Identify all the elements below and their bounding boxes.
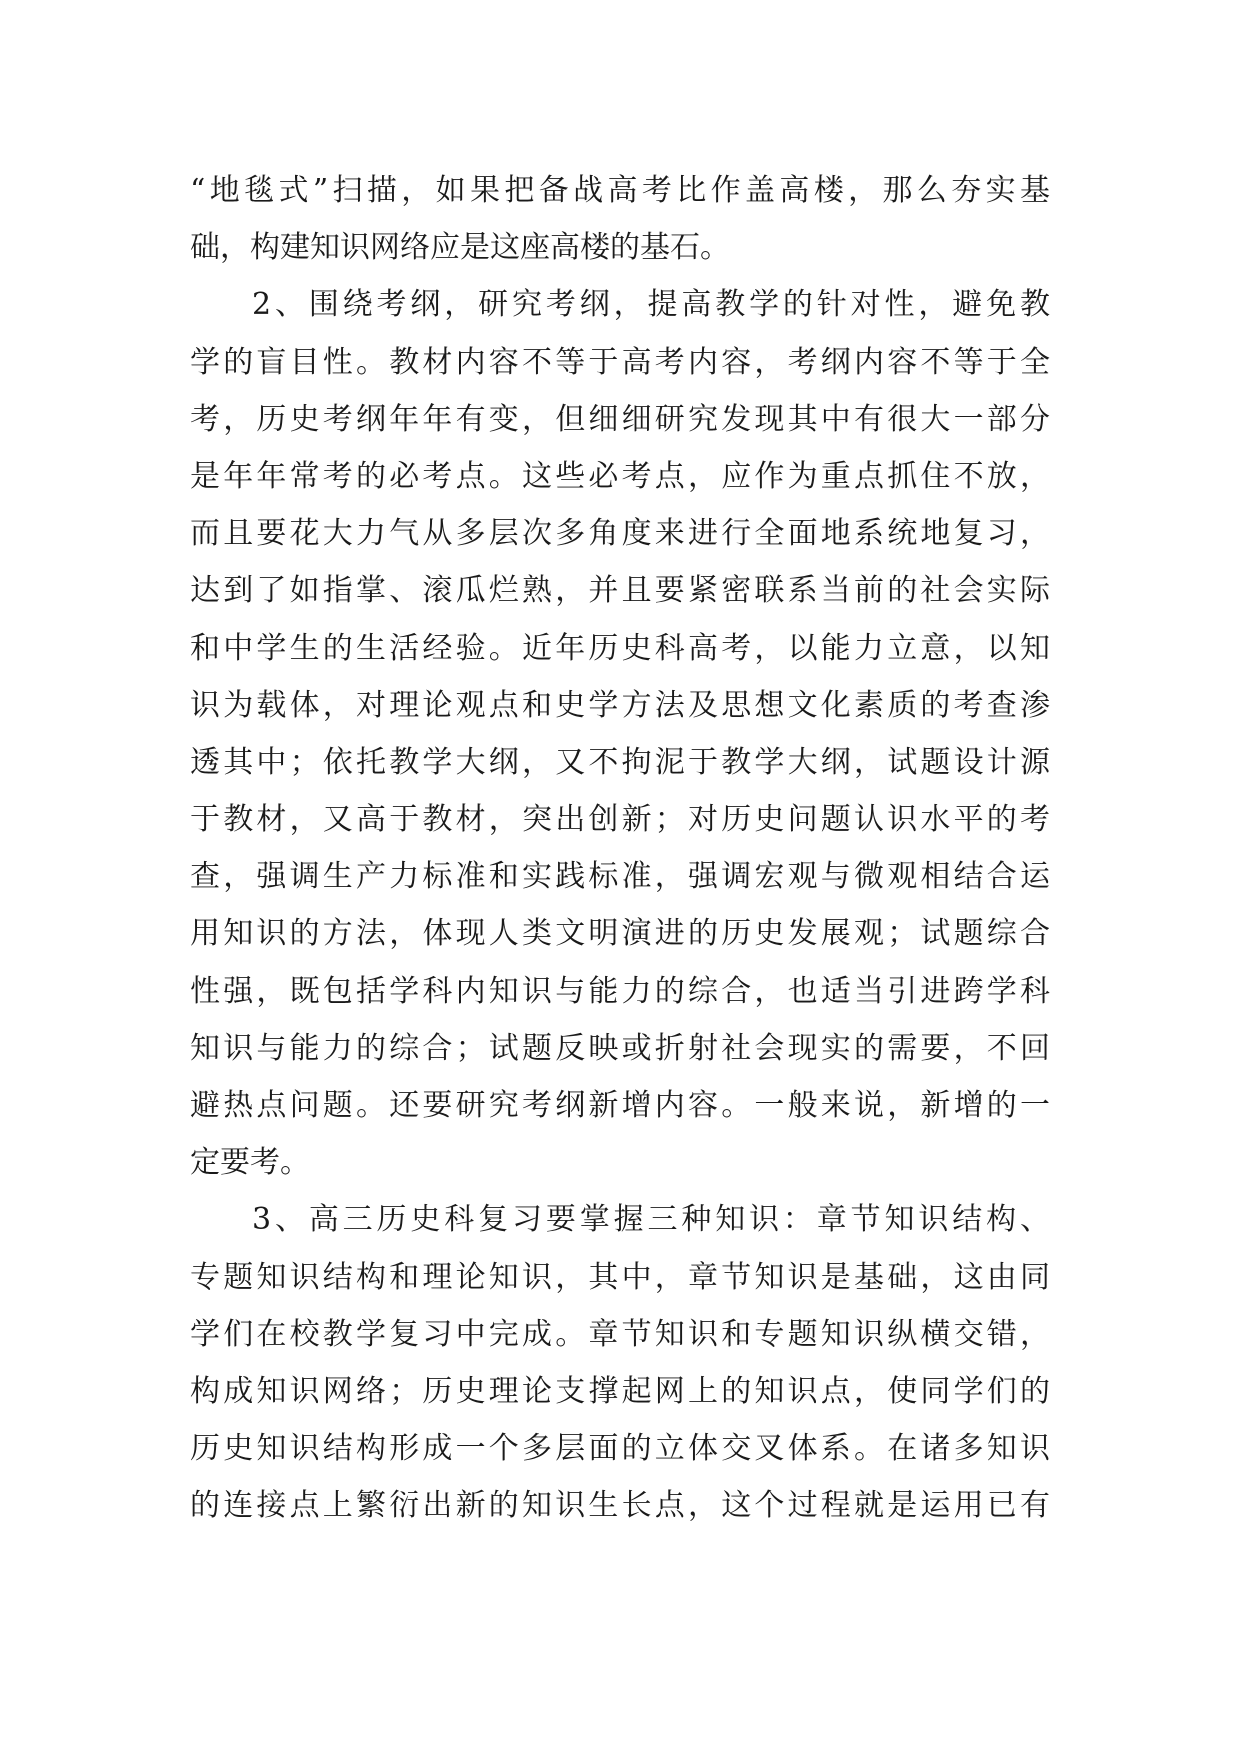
text-line: 性强，既包括学科内知识与能力的综合，也适当引进跨学科: [190, 973, 1050, 1009]
text-line: 是年年常考的必考点。这些必考点，应作为重点抓住不放，: [190, 458, 1050, 494]
text-line: 和中学生的生活经验。近年历史科高考，以能力立意，以知: [190, 630, 1050, 666]
text-line: 定要考。: [190, 1145, 310, 1181]
text-line: 考，历史考纲年年有变，但细细研究发现其中有很大一部分: [190, 401, 1050, 437]
text-line: 查，强调生产力标准和实践标准，强调宏观与微观相结合运: [190, 859, 1050, 895]
document-body: [190, 162, 1050, 1535]
text-line: 2、围绕考纲，研究考纲，提高教学的针对性，避免教: [252, 287, 1050, 323]
text-line: 的连接点上繁衍出新的知识生长点，这个过程就是运用已有: [190, 1488, 1050, 1524]
text-line: 透其中；依托教学大纲，又不拘泥于教学大纲，试题设计源: [190, 744, 1050, 780]
text-line: 识为载体，对理论观点和史学方法及思想文化素质的考查渗: [190, 687, 1050, 723]
text-line: 学的盲目性。教材内容不等于高考内容，考纲内容不等于全: [190, 344, 1050, 380]
text-line: 3、高三历史科复习要掌握三种知识：章节知识结构、: [252, 1202, 1050, 1238]
text-line: 达到了如指掌、滚瓜烂熟，并且要紧密联系当前的社会实际: [190, 573, 1050, 609]
text-line: 于教材，又高于教材，突出创新；对历史问题认识水平的考: [190, 802, 1050, 838]
text-line: 础，构建知识网络应是这座高楼的基石。: [190, 230, 730, 266]
text-line: 学们在校教学复习中完成。章节知识和专题知识纵横交错，: [190, 1316, 1050, 1352]
text-line: 而且要花大力气从多层次多角度来进行全面地系统地复习，: [190, 516, 1050, 552]
text-line: 避热点问题。还要研究考纲新增内容。一般来说，新增的一: [190, 1088, 1050, 1123]
text-line: “地毯式”扫描，如果把备战高考比作盖高楼，那么夯实基: [190, 173, 1050, 208]
text-line: 历史知识结构形成一个多层面的立体交叉体系。在诸多知识: [190, 1431, 1050, 1467]
text-line: 知识与能力的综合；试题反映或折射社会现实的需要，不回: [190, 1030, 1050, 1066]
text-line: 构成知识网络；历史理论支撑起网上的知识点，使同学们的: [190, 1373, 1050, 1409]
text-line: 用知识的方法，体现人类文明演进的历史发展观；试题综合: [190, 916, 1050, 952]
text-line: 专题知识结构和理论知识，其中，章节知识是基础，这由同: [190, 1259, 1050, 1295]
